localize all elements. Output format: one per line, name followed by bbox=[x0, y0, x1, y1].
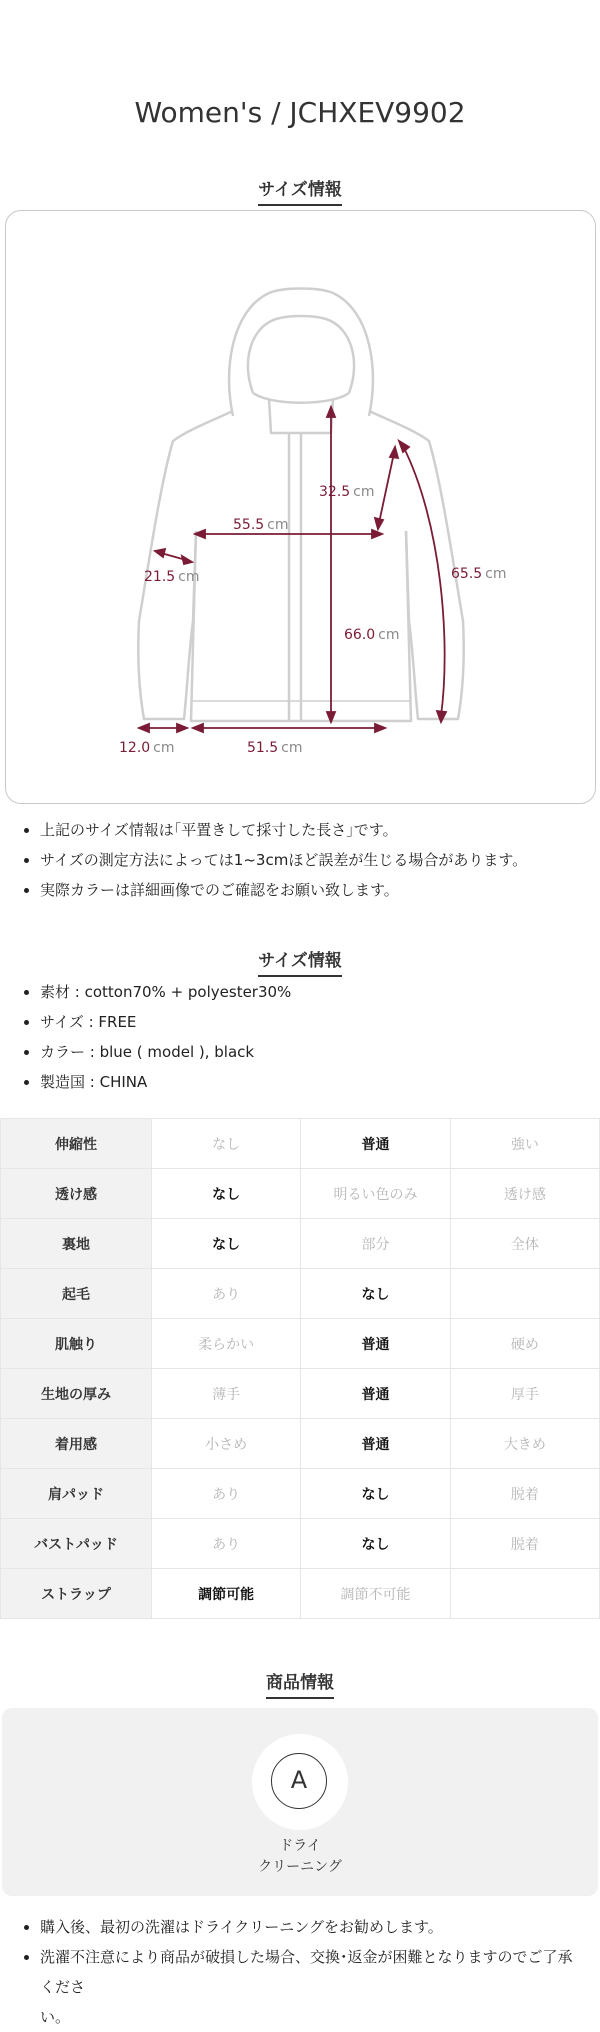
spec-heading bbox=[0, 946, 600, 977]
attribute-label: 透け感 bbox=[1, 1169, 152, 1219]
attribute-option: 普通 bbox=[301, 1319, 450, 1369]
attribute-option bbox=[450, 1269, 599, 1319]
attribute-option: なし bbox=[301, 1469, 450, 1519]
attribute-row bbox=[1, 1119, 600, 1169]
size-info-heading-text: サイズ情報 bbox=[258, 175, 342, 206]
attribute-row bbox=[1, 1369, 600, 1419]
attribute-row bbox=[1, 1169, 600, 1219]
page-title: Women's / JCHXEV9902 bbox=[134, 96, 466, 129]
care-note-cont: い。 bbox=[40, 2008, 71, 2026]
attribute-label: ストラップ bbox=[1, 1569, 152, 1619]
care-label-line1: ドライ bbox=[279, 1838, 321, 1854]
care-label-line2: クリーニング bbox=[258, 1859, 342, 1875]
attribute-option: なし bbox=[301, 1519, 450, 1569]
spec-heading-text: サイズ情報 bbox=[258, 946, 342, 977]
care-note: 購入後、最初の洗濯はドライクリーニングをお勧めします。 bbox=[24, 1912, 584, 1942]
measure-label-length: 66.0 cm bbox=[344, 627, 400, 643]
attribute-option: 脱着 bbox=[450, 1469, 599, 1519]
attribute-row bbox=[1, 1319, 600, 1369]
attribute-label: 肌触り bbox=[1, 1319, 152, 1369]
attribute-option: 透け感 bbox=[450, 1169, 599, 1219]
attribute-label: 着用感 bbox=[1, 1419, 152, 1469]
spec-list bbox=[24, 977, 584, 1097]
attribute-option: 普通 bbox=[301, 1119, 450, 1169]
spec-material: 素材 : cotton70% + polyester30% bbox=[24, 977, 584, 1007]
spec-origin: 製造国 : CHINA bbox=[24, 1067, 584, 1097]
attribute-label: 肩パッド bbox=[1, 1469, 152, 1519]
jacket-outline bbox=[138, 289, 464, 722]
attribute-option: 小さめ bbox=[152, 1419, 301, 1469]
attribute-option: 厚手 bbox=[450, 1369, 599, 1419]
attribute-option: 調節不可能 bbox=[301, 1569, 450, 1619]
attribute-option: なし bbox=[152, 1169, 301, 1219]
measure-label-hem: 51.5 cm bbox=[247, 740, 303, 756]
attribute-option: 全体 bbox=[450, 1219, 599, 1269]
product-info-heading bbox=[0, 1668, 600, 1699]
attribute-option: 部分 bbox=[301, 1219, 450, 1269]
size-diagram bbox=[5, 210, 596, 804]
care-symbol-circle bbox=[252, 1734, 348, 1830]
attribute-option: なし bbox=[301, 1269, 450, 1319]
measure-labels bbox=[119, 484, 507, 756]
jacket-diagram-svg bbox=[6, 211, 595, 803]
product-info-heading-text: 商品情報 bbox=[266, 1668, 334, 1699]
care-notes-list bbox=[24, 1912, 584, 2032]
spec-size: サイズ : FREE bbox=[24, 1007, 584, 1037]
measure-label-sleeve: 65.5 cm bbox=[451, 566, 507, 582]
care-label bbox=[2, 1836, 598, 1878]
measure-label-hood: 32.5 cm bbox=[319, 484, 375, 500]
size-note: 上記のサイズ情報は｢平置きして採寸した長さ｣です。 bbox=[24, 815, 584, 845]
measure-label-arm: 21.5 cm bbox=[144, 569, 200, 585]
spec-color: カラー : blue ( model ), black bbox=[24, 1037, 584, 1067]
size-note: 実際カラーは詳細画像でのご確認をお願い致します。 bbox=[24, 875, 584, 905]
attribute-label: バストパッド bbox=[1, 1519, 152, 1569]
attribute-label: 生地の厚み bbox=[1, 1369, 152, 1419]
size-notes-list bbox=[24, 815, 584, 905]
attribute-row bbox=[1, 1519, 600, 1569]
attribute-option: 普通 bbox=[301, 1419, 450, 1469]
attribute-row bbox=[1, 1469, 600, 1519]
attribute-option: なし bbox=[152, 1219, 301, 1269]
attribute-row bbox=[1, 1219, 600, 1269]
attribute-option: 柔らかい bbox=[152, 1319, 301, 1369]
attribute-option: 脱着 bbox=[450, 1519, 599, 1569]
attribute-option: 普通 bbox=[301, 1369, 450, 1419]
attribute-label: 裏地 bbox=[1, 1219, 152, 1269]
attribute-row bbox=[1, 1269, 600, 1319]
attribute-option: あり bbox=[152, 1519, 301, 1569]
attribute-option bbox=[450, 1569, 599, 1619]
attribute-row bbox=[1, 1419, 600, 1469]
size-note: サイズの測定方法によっては1~3cmほど誤差が生じる場合があります。 bbox=[24, 845, 584, 875]
attribute-option: あり bbox=[152, 1269, 301, 1319]
attribute-option: 強い bbox=[450, 1119, 599, 1169]
size-info-heading bbox=[0, 175, 600, 206]
attribute-row bbox=[1, 1569, 600, 1619]
attribute-label: 伸縮性 bbox=[1, 1119, 152, 1169]
attribute-option: 硬め bbox=[450, 1319, 599, 1369]
care-note: 洗濯不注意により商品が破損した場合、交換･返金が困難となりますのでご了承くださ bbox=[24, 1942, 584, 2002]
attribute-label: 起毛 bbox=[1, 1269, 152, 1319]
attribute-option: 大きめ bbox=[450, 1419, 599, 1469]
dry-clean-icon: A bbox=[271, 1753, 327, 1809]
attribute-option: なし bbox=[152, 1119, 301, 1169]
measure-label-cuff: 12.0 cm bbox=[119, 740, 175, 756]
attribute-option: 明るい色のみ bbox=[301, 1169, 450, 1219]
attribute-option: 調節可能 bbox=[152, 1569, 301, 1619]
measure-label-chest: 55.5 cm bbox=[233, 517, 289, 533]
attribute-table bbox=[0, 1118, 600, 1619]
attribute-option: あり bbox=[152, 1469, 301, 1519]
attribute-option: 薄手 bbox=[152, 1369, 301, 1419]
care-box bbox=[2, 1708, 598, 1896]
